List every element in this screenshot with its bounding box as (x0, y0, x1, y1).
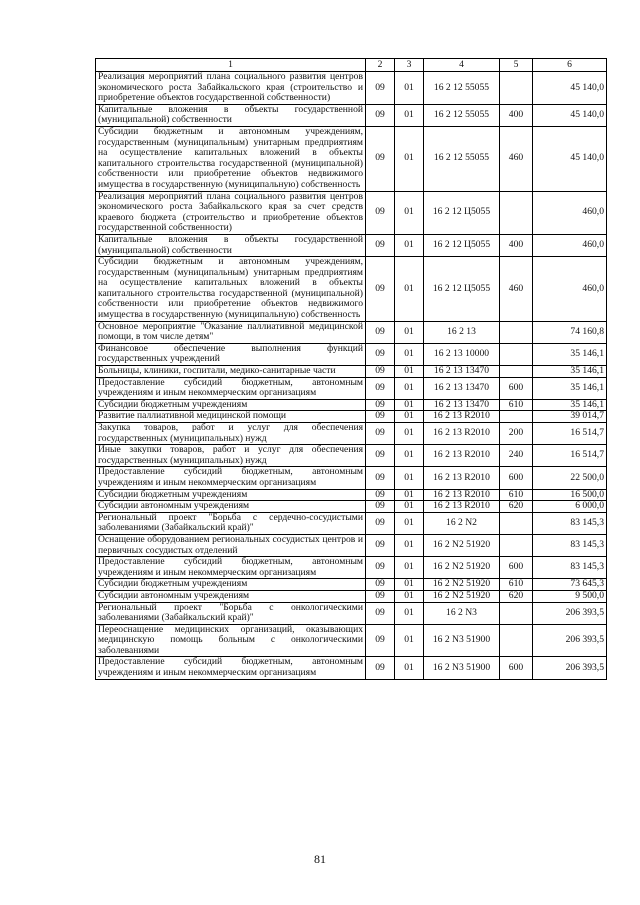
item-name-cell: Субсидии бюджетным и автономным учреждениям, государственным (муниципальным) унитарным предприятиям на осуществление капитальных вложений в объекты капитального строительства государственной (муниципальной) собственности или приобретение объектов недвижимого имущества в государственную (муниципальную) собственность (96, 257, 366, 322)
item-name-cell: Субсидии бюджетным учреждениям (96, 489, 366, 501)
expense-type-cell: 240 (500, 445, 533, 467)
header-cell: 5 (500, 59, 533, 72)
expense-type-cell: 600 (500, 377, 533, 399)
expense-type-cell: 600 (500, 467, 533, 489)
item-name-cell: Реализация мероприятий плана социального развития центров экономического роста Забайкальского края за счет средств краевого бюджета (строительство и приобретение объектов государственной собственности) (96, 191, 366, 234)
expense-type-cell (500, 321, 533, 343)
table-row (96, 423, 607, 445)
section-code-cell: 09 (366, 104, 395, 126)
subsection-code-cell: 01 (395, 234, 424, 256)
table-row (96, 343, 607, 365)
table-row (96, 512, 607, 534)
expense-type-cell: 600 (500, 657, 533, 679)
table-row (96, 657, 607, 679)
table-row (96, 366, 607, 378)
subsection-code-cell: 01 (395, 104, 424, 126)
expense-type-cell: 200 (500, 423, 533, 445)
amount-cell: 22 500,0 (533, 467, 607, 489)
item-name-cell: Оснащение оборудованием региональных сосудистых центров и первичных сосудистых отделений (96, 534, 366, 556)
target-article-cell: 16 2 12 Ц5055 (424, 234, 500, 256)
subsection-code-cell: 01 (395, 423, 424, 445)
subsection-code-cell: 01 (395, 657, 424, 679)
amount-cell: 16 514,7 (533, 423, 607, 445)
subsection-code-cell: 01 (395, 501, 424, 513)
expense-type-cell (500, 343, 533, 365)
table-row (96, 377, 607, 399)
item-name-cell: Переоснащение медицинских организаций, оказывающих медицинскую помощь больным с онкологическими заболеваниями (96, 624, 366, 657)
item-name-cell: Капитальные вложения в объекты государственной (муниципальной) собственности (96, 104, 366, 126)
item-name-cell: Региональный проект "Борьба с сердечно-сосудистыми заболеваниями (Забайкальский край)" (96, 512, 366, 534)
subsection-code-cell: 01 (395, 343, 424, 365)
amount-cell: 45 140,0 (533, 126, 607, 191)
expense-type-cell: 620 (500, 501, 533, 513)
table-row (96, 126, 607, 191)
subsection-code-cell: 01 (395, 467, 424, 489)
expense-type-cell (500, 624, 533, 657)
target-article-cell: 16 2 12 55055 (424, 126, 500, 191)
subsection-code-cell: 01 (395, 590, 424, 602)
target-article-cell: 16 2 N2 51920 (424, 590, 500, 602)
header-cell: 6 (533, 59, 607, 72)
amount-cell: 206 393,5 (533, 602, 607, 624)
section-code-cell: 09 (366, 191, 395, 234)
section-code-cell: 09 (366, 234, 395, 256)
table-row (96, 191, 607, 234)
target-article-cell: 16 2 12 Ц5055 (424, 257, 500, 322)
target-article-cell: 16 2 13 R2010 (424, 423, 500, 445)
table-row (96, 590, 607, 602)
section-code-cell: 09 (366, 423, 395, 445)
target-article-cell: 16 2 13 13470 (424, 399, 500, 411)
expense-type-cell: 610 (500, 489, 533, 501)
subsection-code-cell: 01 (395, 534, 424, 556)
section-code-cell: 09 (366, 624, 395, 657)
budget-table (95, 58, 607, 680)
expense-type-cell (500, 534, 533, 556)
section-code-cell: 09 (366, 411, 395, 423)
amount-cell: 83 145,3 (533, 512, 607, 534)
item-name-cell: Субсидии бюджетным учреждениям (96, 399, 366, 411)
target-article-cell: 16 2 N2 51920 (424, 534, 500, 556)
expense-type-cell (500, 191, 533, 234)
item-name-cell: Больницы, клиники, госпитали, медико-санитарные части (96, 366, 366, 378)
table-row (96, 399, 607, 411)
amount-cell: 83 145,3 (533, 534, 607, 556)
table-row (96, 411, 607, 423)
section-code-cell: 09 (366, 257, 395, 322)
section-code-cell: 09 (366, 321, 395, 343)
item-name-cell: Субсидии бюджетным учреждениям (96, 579, 366, 591)
amount-cell: 206 393,5 (533, 624, 607, 657)
table-body (96, 72, 607, 680)
amount-cell: 45 140,0 (533, 104, 607, 126)
subsection-code-cell: 01 (395, 366, 424, 378)
amount-cell: 35 146,1 (533, 399, 607, 411)
subsection-code-cell: 01 (395, 321, 424, 343)
target-article-cell: 16 2 12 Ц5055 (424, 191, 500, 234)
expense-type-cell (500, 72, 533, 105)
header-cell: 3 (395, 59, 424, 72)
amount-cell: 73 645,3 (533, 579, 607, 591)
amount-cell: 45 140,0 (533, 72, 607, 105)
page-number: 81 (314, 852, 326, 866)
section-code-cell: 09 (366, 557, 395, 579)
expense-type-cell: 620 (500, 590, 533, 602)
item-name-cell: Предоставление субсидий бюджетным, автономным учреждениям и иным некоммерческим организациям (96, 557, 366, 579)
target-article-cell: 16 2 13 R2010 (424, 501, 500, 513)
item-name-cell: Финансовое обеспечение выполнения функций государственных учреждений (96, 343, 366, 365)
subsection-code-cell: 01 (395, 602, 424, 624)
section-code-cell: 09 (366, 534, 395, 556)
expense-type-cell: 460 (500, 257, 533, 322)
section-code-cell: 09 (366, 590, 395, 602)
section-code-cell: 09 (366, 377, 395, 399)
target-article-cell: 16 2 13 10000 (424, 343, 500, 365)
subsection-code-cell: 01 (395, 489, 424, 501)
subsection-code-cell: 01 (395, 579, 424, 591)
section-code-cell: 09 (366, 602, 395, 624)
section-code-cell: 09 (366, 467, 395, 489)
target-article-cell: 16 2 N3 51900 (424, 657, 500, 679)
table-row (96, 534, 607, 556)
expense-type-cell: 400 (500, 104, 533, 126)
item-name-cell: Капитальные вложения в объекты государственной (муниципальной) собственности (96, 234, 366, 256)
table-row (96, 624, 607, 657)
expense-type-cell: 600 (500, 557, 533, 579)
subsection-code-cell: 01 (395, 377, 424, 399)
target-article-cell: 16 2 13 R2010 (424, 411, 500, 423)
section-code-cell: 09 (366, 72, 395, 105)
table-row (96, 234, 607, 256)
subsection-code-cell: 01 (395, 445, 424, 467)
target-article-cell: 16 2 13 (424, 321, 500, 343)
amount-cell: 16 514,7 (533, 445, 607, 467)
amount-cell: 35 146,1 (533, 377, 607, 399)
amount-cell: 35 146,1 (533, 343, 607, 365)
table-row (96, 104, 607, 126)
expense-type-cell (500, 411, 533, 423)
expense-type-cell: 610 (500, 579, 533, 591)
section-code-cell: 09 (366, 399, 395, 411)
table-row (96, 501, 607, 513)
amount-cell: 39 014,7 (533, 411, 607, 423)
expense-type-cell: 610 (500, 399, 533, 411)
table-header-row (96, 59, 607, 72)
item-name-cell: Закупка товаров, работ и услуг для обеспечения государственных (муниципальных) нужд (96, 423, 366, 445)
item-name-cell: Развитие паллиативной медицинской помощи (96, 411, 366, 423)
amount-cell: 460,0 (533, 234, 607, 256)
table-row (96, 445, 607, 467)
expense-type-cell (500, 602, 533, 624)
section-code-cell: 09 (366, 126, 395, 191)
header-cell: 4 (424, 59, 500, 72)
table-row (96, 579, 607, 591)
subsection-code-cell: 01 (395, 557, 424, 579)
amount-cell: 9 500,0 (533, 590, 607, 602)
item-name-cell: Иные закупки товаров, работ и услуг для обеспечения государственных (муниципальных) нужд (96, 445, 366, 467)
table-row (96, 257, 607, 322)
section-code-cell: 09 (366, 512, 395, 534)
subsection-code-cell: 01 (395, 512, 424, 534)
section-code-cell: 09 (366, 579, 395, 591)
target-article-cell: 16 2 13 R2010 (424, 467, 500, 489)
table-row (96, 602, 607, 624)
item-name-cell: Субсидии бюджетным и автономным учреждениям, государственным (муниципальным) унитарным предприятиям на осуществление капитальных вложений в объекты капитального строительства государственной (муниципальной) собственности или приобретение объектов недвижимого имущества в государственную (муниципальную) собственность (96, 126, 366, 191)
subsection-code-cell: 01 (395, 257, 424, 322)
expense-type-cell: 460 (500, 126, 533, 191)
table-row (96, 321, 607, 343)
section-code-cell: 09 (366, 343, 395, 365)
item-name-cell: Предоставление субсидий бюджетным, автономным учреждениям и иным некоммерческим организациям (96, 377, 366, 399)
amount-cell: 83 145,3 (533, 557, 607, 579)
target-article-cell: 16 2 13 R2010 (424, 489, 500, 501)
expense-type-cell (500, 366, 533, 378)
subsection-code-cell: 01 (395, 411, 424, 423)
item-name-cell: Предоставление субсидий бюджетным, автономным учреждениям и иным некоммерческим организациям (96, 467, 366, 489)
section-code-cell: 09 (366, 657, 395, 679)
item-name-cell: Реализация мероприятий плана социального развития центров экономического роста Забайкальского края (строительство и приобретение объектов государственной собственности) (96, 72, 366, 105)
section-code-cell: 09 (366, 445, 395, 467)
subsection-code-cell: 01 (395, 399, 424, 411)
target-article-cell: 16 2 N2 51920 (424, 579, 500, 591)
amount-cell: 460,0 (533, 257, 607, 322)
target-article-cell: 16 2 N2 51920 (424, 557, 500, 579)
target-article-cell: 16 2 12 55055 (424, 104, 500, 126)
target-article-cell: 16 2 13 13470 (424, 377, 500, 399)
amount-cell: 74 160,8 (533, 321, 607, 343)
table-row (96, 467, 607, 489)
item-name-cell: Основное мероприятие "Оказание паллиативной медицинской помощи, в том числе детям" (96, 321, 366, 343)
amount-cell: 460,0 (533, 191, 607, 234)
amount-cell: 6 000,0 (533, 501, 607, 513)
target-article-cell: 16 2 13 R2010 (424, 445, 500, 467)
item-name-cell: Субсидии автономным учреждениям (96, 501, 366, 513)
item-name-cell: Предоставление субсидий бюджетным, автономным учреждениям и иным некоммерческим организациям (96, 657, 366, 679)
section-code-cell: 09 (366, 489, 395, 501)
subsection-code-cell: 01 (395, 126, 424, 191)
target-article-cell: 16 2 12 55055 (424, 72, 500, 105)
header-cell: 2 (366, 59, 395, 72)
amount-cell: 206 393,5 (533, 657, 607, 679)
target-article-cell: 16 2 N2 (424, 512, 500, 534)
header-cell: 1 (96, 59, 366, 72)
target-article-cell: 16 2 N3 51900 (424, 624, 500, 657)
section-code-cell: 09 (366, 501, 395, 513)
subsection-code-cell: 01 (395, 191, 424, 234)
subsection-code-cell: 01 (395, 624, 424, 657)
expense-type-cell: 400 (500, 234, 533, 256)
table-row (96, 557, 607, 579)
table-row (96, 489, 607, 501)
section-code-cell: 09 (366, 366, 395, 378)
amount-cell: 35 146,1 (533, 366, 607, 378)
table-row (96, 72, 607, 105)
target-article-cell: 16 2 N3 (424, 602, 500, 624)
item-name-cell: Субсидии автономным учреждениям (96, 590, 366, 602)
amount-cell: 16 500,0 (533, 489, 607, 501)
expense-type-cell (500, 512, 533, 534)
item-name-cell: Региональный проект "Борьба с онкологическими заболеваниями (Забайкальский край)" (96, 602, 366, 624)
target-article-cell: 16 2 13 13470 (424, 366, 500, 378)
subsection-code-cell: 01 (395, 72, 424, 105)
